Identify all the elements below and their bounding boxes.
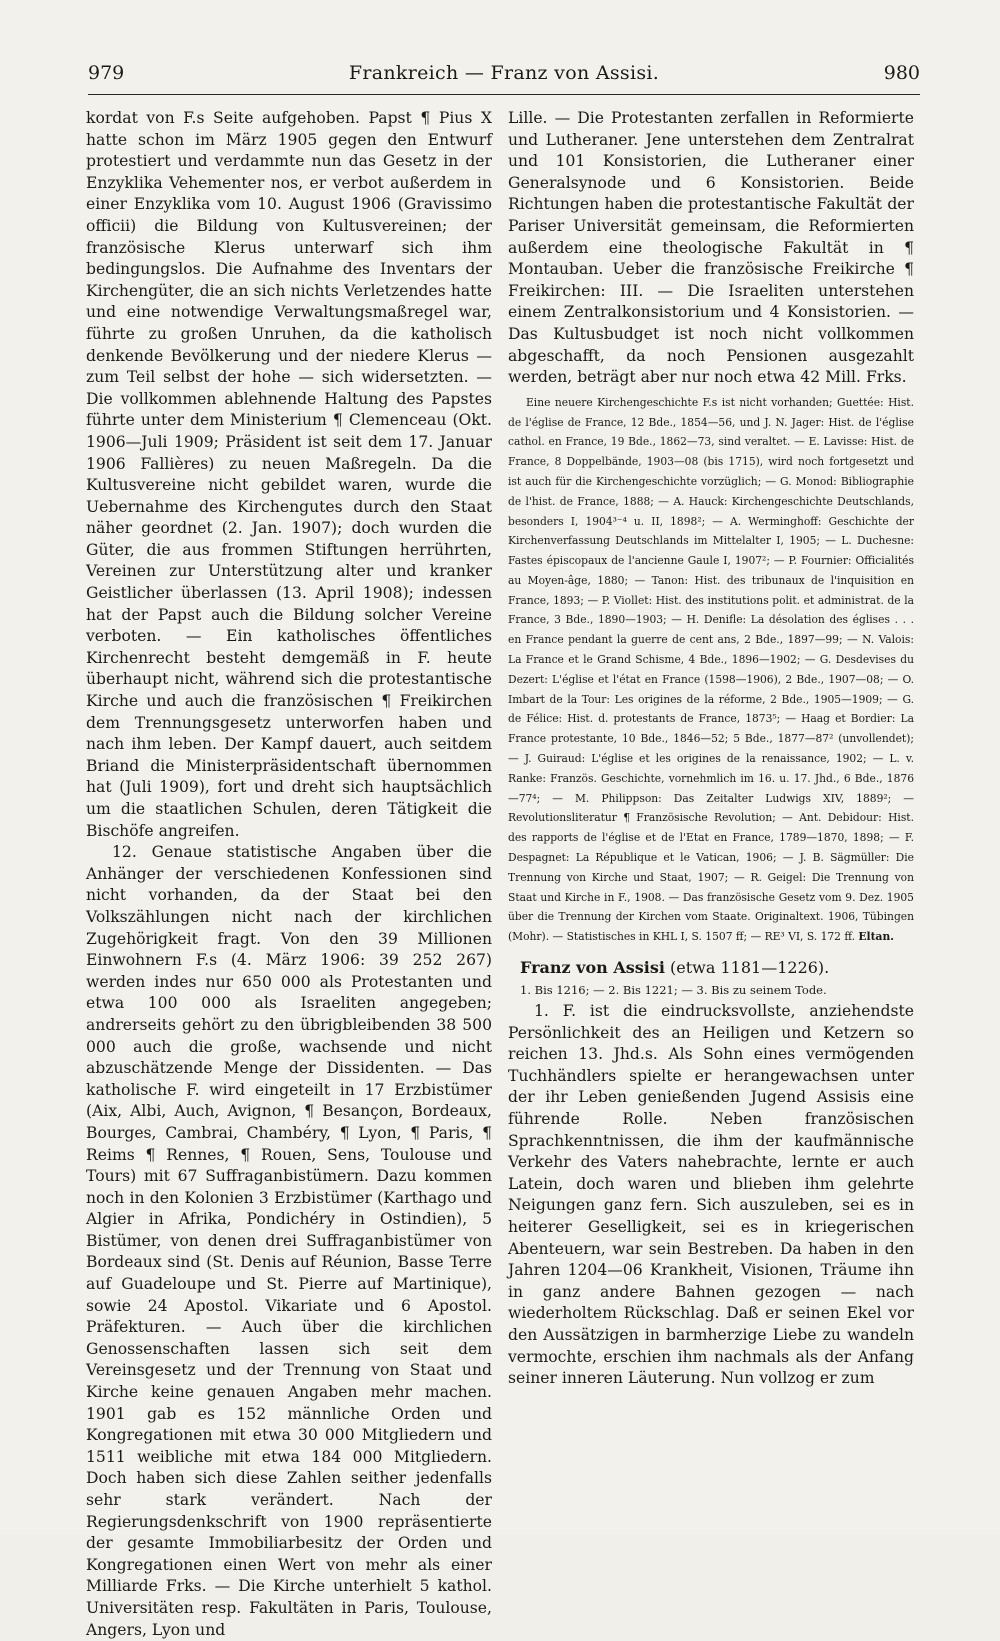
running-title: Frankreich — Franz von Assisi.: [348, 62, 660, 84]
page-number-left: 979: [88, 62, 125, 84]
header-rule: [88, 94, 920, 95]
author-signature: Eltan.: [858, 930, 894, 944]
article-heading: [508, 957, 914, 979]
article-dates: (etwa 1181—1226).: [670, 958, 830, 978]
paragraph-protestants: Lille. — Die Protestanten zerfallen in Reformierte und Lutheraner. Jene unterstehen dem Zentralrat und 101 Konsistorien, die Lutheraner einer Generalsynode und 6 Konsistorien. Beide Richtungen haben die protestantische Fakultät der Pariser Universität gemeinsam, die Reformierten außerdem eine theologische Fakultät in ¶ Montauban. Ueber die französische Freikirche ¶ Freikirchen: III. — Die Israeliten unterstehen einem Zentralkonsistorium und 4 Konsistorien. — Das Kultusbudget ist noch nicht vollkommen abgeschafft, da noch Pensionen ausgezahlt werden, beträgt aber nur noch etwa 42 Mill. Frks.: [508, 109, 914, 387]
article-lemma: Franz von Assisi: [520, 958, 665, 978]
article-toc: 1. Bis 1216; — 2. Bis 1221; — 3. Bis zu seinem Tode.: [520, 983, 827, 998]
running-header: [88, 62, 920, 92]
page-number-right: 980: [883, 62, 920, 84]
paragraph-franz-section-1: 1. F. ist die eindrucksvollste, anziehendste Persönlichkeit des an Heiligen und Ketzern so reichen 13. Jhd.s. Als Sohn eines vermögenden Tuchhändlers spielte er herangewachsen unter der ihr Leben genießenden Jugend Assisis eine führende Rolle. Neben französischen Sprachkenntnissen, die ihm der kaufmännische Verkehr des Vaters nahebrachte, lernte er auch Latein, doch waren und blieben ihm gelehrte Neigungen ganz fern. Sich auszuleben, sei es in heiterer Geselligkeit, sei es in kriegerischen Abenteuern, war sein Bestreben. Da haben in den Jahren 1204—06 Krankheit, Visionen, Träume ihn in ganz andere Bahnen gezogen — nach wiederholtem Rückschlag. Daß er seinen Ekel vor den Aussätzigen in barmherzige Liebe zu wandeln vermochte, erschien ihm nachmals als der Anfang seiner inneren Läuterung. Nun vollzog er zum: [508, 1002, 914, 1388]
paragraph-statistics: 12. Genaue statistische Angaben über die Anhänger der verschiedenen Konfessionen sind nicht vorhanden, da der Staat bei den Volkszählungen nicht nach der kirchlichen Zugehörigkeit fragt. Von den 39 Millionen Einwohnern F.s (4. März 1906: 39 252 267) werden indes nur 650 000 als Protestanten und etwa 100 000 als Israeliten angegeben; andrerseits gehört zu den übrigbleibenden 38 500 000 auch die große, wachsende und nicht abzuschätzende Menge der Dissidenten. — Das katholische F. wird eingeteilt in 17 Erzbistümer (Aix, Albi, Auch, Avignon, ¶ Besançon, Bordeaux, Bourges, Cambrai, Chambéry, ¶ Lyon, ¶ Paris, ¶ Reims ¶ Rennes, ¶ Rouen, Sens, Toulouse und Tours) mit 67 Suffraganbistümern. Dazu kommen noch in den Kolonien 3 Erzbistümer (Karthago und Algier in Afrika, Pondichéry in Ostindien), 5 Bistümer, von denen drei Suffraganbistümer von Bordeaux sind (St. Denis auf Réunion, Basse Terre auf Guadeloupe und St. Pierre auf Martinique), sowie 24 Apostol. Vikariate und 6 Apostol. Präfekturen. — Auch über die kirchlichen Genossenschaften lassen sich seit dem Vereinsgesetz und der Trennung von Staat und Kirche keine genauen Angaben mehr machen. 1901 gab es 152 männliche Orden und Kongregationen mit etwa 30 000 Mitgliedern und 1511 weibliche mit etwa 184 000 Mitgliedern. Doch haben sich diese Zahlen seither jedenfalls sehr stark verändert. Nach der Regierungsdenkschrift von 1900 repräsentierte der gesamte Immobiliarbesitz der Orden und Kongregationen einen Wert von mehr als einer Milliarde Frks. — Die Kirche unterhielt 5 kathol. Universitäten resp. Fakultäten in Paris, Toulouse, Angers, Lyon und: [86, 843, 492, 1639]
left-column: [86, 108, 492, 1639]
right-column: [508, 108, 914, 1508]
literature-block: [508, 393, 914, 947]
literature-text: Eine neuere Kirchengeschichte F.s ist nicht vorhanden; Guettée: Hist. de l'église de France, 12 Bde., 1854—56, und J. N. Jager: Hist. de l'église cathol. en France, 19 Bde., 1862—73, sind veraltet. — E. Lavisse: Hist. de France, 8 Doppelbände, 1903—08 (bis 1715), wird noch fortgesetzt und ist auch für die Kirchengeschichte vorzüglich; — G. Monod: Bibliographie de l'hist. de France, 1888; — A. Hauck: Kirchengeschichte Deutschlands, besonders I, 1904³⁻⁴ u. II, 1898²; — A. Werminghoff: Geschichte der Kirchenverfassung Deutschlands im Mittelalter I, 1905; — L. Duchesne: Fastes épiscopaux de l'ancienne Gaule I, 1907²; — P. Fournier: Officialités au Moyen-âge, 1880; — Tanon: Hist. des tribunaux de l'inquisition en France, 1893; — P. Viollet: Hist. des institutions polit. et administrat. de la France, 3 Bde., 1890—1903; — H. Denifle: La désolation des églises . . . en France pendant la guerre de cent ans, 2 Bde., 1897—99; — N. Valois: La France et le Grand Schisme, 4 Bde., 1896—1902; — G. Desdevises du Dezert: L'église et l'état en France (1598—1906), 2 Bde., 1907—08; — O. Imbart de la Tour: Les origines de la réforme, 2 Bde., 1905—1909; — G. de Félice: Hist. d. protestants de France, 1873⁵; — Haag et Bordier: La France protestante, 10 Bde., 1846—52; 5 Bde., 1877—87² (unvollendet); — J. Guiraud: L'église et les origines de la renaissance, 1902; — L. v. Ranke: Französ. Geschichte, vornehmlich im 16. u. 17. Jhd., 6 Bde., 1876—77⁴; — M. Philippson: Das Zeitalter Ludwigs XIV, 1889²; — Revolutionsliteratur ¶ Französische Revolution; — Ant. Debidour: Hist. des rapports de l'église et de l'Etat en France, 1789—1870, 1898; — F. Despagnet: La République et le Vatican, 1906; — J. B. Sägmüller: Die Trennung von Kirche und Staat, 1907; — R. Geigel: Die Trennung von Staat und Kirche in F., 1908. — Das französische Gesetz vom 9. Dez. 1905 über die Trennung der Kirchen vom Staate. Originaltext. 1906, Tübingen (Mohr). — Statistisches in KHL I, S. 1507 ff; — RE³ VI, S. 172 ff.: [508, 395, 914, 944]
paragraph-church-law: kordat von F.s Seite aufgehoben. Papst ¶ Pius X hatte schon im März 1905 gegen den Entwurf protestiert und verdammte nun das Gesetz in der Enzyklika Vehementer nos, er verbot außerdem in einer Enzyklika vom 10. August 1906 (Gravissimo officii) die Bildung von Kultusvereinen; der französische Klerus unterwarf sich ihm bedingungslos. Die Aufnahme des Inventars der Kirchengüter, die an sich nichts Verletzendes hatte und eine notwendige Verwaltungsmaßregel war, führte zu großen Unruhen, da die katholisch denkende Bevölkerung und der niedere Klerus — zum Teil selbst der hohe — sich widersetzten. — Die vollkommen ablehnende Haltung des Papstes führte unter dem Ministerium ¶ Clemenceau (Okt. 1906—Juli 1909; Präsident ist seit dem 17. Januar 1906 Fallières) zu neuen Maßregeln. Da die Kultusvereine nicht gebildet waren, wurde die Uebernahme des Kirchengutes durch den Staat näher geordnet (2. Jan. 1907); doch wurden die Güter, die aus frommen Stiftungen herrührten, Vereinen zur Unterstützung alter und kranker Geistlicher überlassen (13. April 1908); indessen hat der Papst auch die Bildung solcher Vereine verboten. — Ein katholisches öffentliches Kirchenrecht besteht demgemäß in F. heute überhaupt nicht, während sich die protestantische Kirche und auch die französischen ¶ Freikirchen dem Trennungsgesetz unterworfen haben und nach ihm leben. Der Kampf dauert, auch seitdem Briand die Ministerpräsidentschaft übernommen hat (Juli 1909), fort und dreht sich hauptsächlich um die staatlichen Schulen, deren Tätigkeit die Bischöfe angreifen.: [86, 109, 492, 840]
